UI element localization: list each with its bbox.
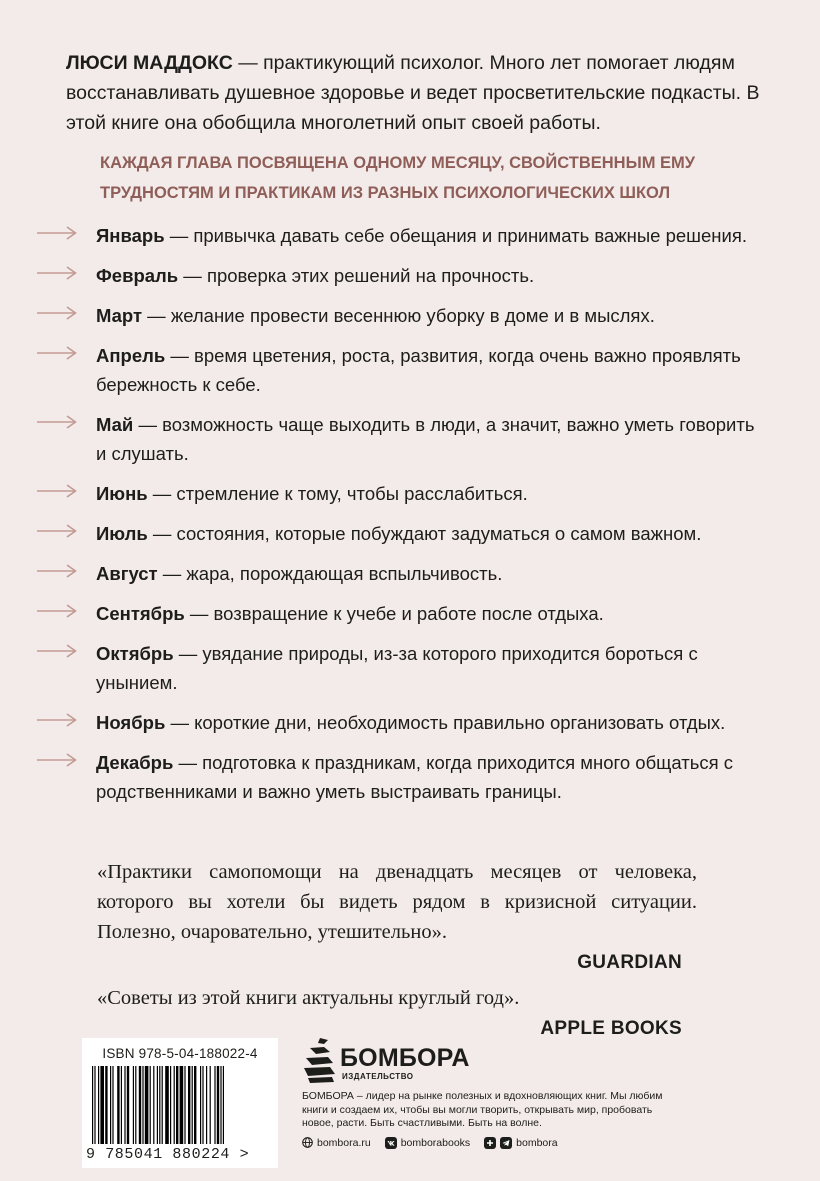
barcode-bar [135,1066,136,1144]
month-item [0,301,760,330]
barcode-bar [124,1066,125,1144]
social-links [302,1137,682,1149]
barcode-bar [214,1066,215,1144]
arrow-right-icon [36,345,78,361]
month-list [0,221,820,817]
month-description: — короткие дни, необходимость правильно организовать отдых. [165,712,726,733]
social-website[interactable] [302,1137,371,1149]
barcode-bar [112,1066,113,1144]
barcode-bar [92,1066,93,1144]
barcode-bar [176,1066,178,1144]
arrow-right-icon [36,265,78,281]
author-bio: — практикующий психолог. Много лет помогает людям восстанавливать душевное здоровье и ведет просветительские подкасты. В этой книге она обобщила многолетний опыт своей работы. [66,52,760,134]
barcode-image [92,1066,268,1146]
month-description: — проверка этих решений на прочность. [178,265,535,286]
publisher-name: БОМБОРА [340,1044,470,1072]
month-name: Апрель [96,345,166,366]
barcode-bar [121,1066,122,1144]
month-item [0,559,760,588]
isbn-label: ISBN 978-5-04-188022-4 [102,1046,258,1061]
month-description: — возвращение к учебе и работе после отдыха. [184,603,604,624]
publisher-block [302,1036,682,1149]
month-name: Июнь [96,483,148,504]
quote-apple-books: «Советы из этой книги актуальны круглый год». [97,987,520,1009]
publisher-logo [302,1036,682,1086]
telegram-icon [500,1137,512,1149]
quote-guardian: «Практики самопомощи на двенадцать месяцев от человека, которого вы хотели бы видеть рядом в кризисной ситуации. Полезно, очаровательно, утешительно». [97,861,697,943]
month-item [0,748,760,806]
barcode-bar [162,1066,163,1144]
month-description: — жара, порождающая вспыльчивость. [157,563,503,584]
quote-source-apple-books: APPLE BOOKS [540,1018,682,1039]
barcode-bar [220,1066,221,1144]
month-description: — время цветения, роста, развития, когда очень важно проявлять бережность к себе. [96,345,741,395]
month-name: Январь [96,225,165,246]
author-name: ЛЮСИ МАДДОКС [66,52,233,74]
barcode-bar [170,1066,171,1144]
barcode-bar [200,1066,201,1144]
publisher-subtitle: ИЗДАТЕЛЬСТВО [342,1072,414,1081]
barcode-bar [188,1066,190,1144]
highlight-heading [100,148,740,208]
bombora-logo-icon [302,1036,336,1084]
month-name: Октябрь [96,643,174,664]
month-name: Ноябрь [96,712,166,733]
barcode-bar [150,1066,151,1144]
vk-icon [385,1137,397,1149]
month-item [0,410,760,468]
month-item [0,261,760,290]
isbn-number: 9 785041 880224 > [86,1146,250,1163]
barcode-bar [202,1066,203,1144]
barcode-bar [142,1066,143,1144]
barcode-bar [206,1066,207,1144]
month-description: — состояния, которые побуждают задуматься о самом важном. [147,523,702,544]
barcode-bar [165,1066,169,1144]
month-name: Июль [96,523,148,544]
arrow-right-icon [36,643,78,659]
barcode-bar [194,1066,196,1144]
month-item [0,599,760,628]
barcode-panel [82,1038,278,1168]
arrow-right-icon [36,712,78,728]
plus-icon [484,1137,496,1149]
month-name: Август [96,563,158,584]
social-vk[interactable] [385,1137,470,1149]
month-item [0,479,760,508]
month-item [0,519,760,548]
social-messengers-label: bombora [516,1136,558,1149]
barcode-bar [210,1066,211,1144]
arrow-right-icon [36,225,78,241]
barcode-bar [153,1066,154,1144]
arrow-right-icon [36,305,78,321]
publisher-description: БОМБОРА – лидер на рынке полезных и вдохновляющих книг. Мы любим книги и создаем их, чтобы вы могли творить, открывать мир, пробовать новое, расти. Быть счастливыми. Быть на волне. [302,1090,663,1129]
barcode-bar [180,1066,184,1144]
month-item [0,221,760,250]
month-description: — желание провести весеннюю уборку в доме и в мыслях. [142,305,655,326]
barcode-bar [157,1066,158,1144]
barcode-bar [223,1066,224,1144]
barcode-bar [127,1066,129,1144]
quote-source-guardian: GUARDIAN [577,952,682,973]
barcode-bar [94,1066,95,1144]
month-name: Май [96,414,134,435]
month-item [0,341,760,399]
social-messengers[interactable] [484,1137,557,1149]
barcode-bar [145,1066,149,1144]
barcode-bar [100,1066,104,1144]
arrow-right-icon [36,414,78,430]
author-intro [66,48,766,138]
highlight-line-1: КАЖДАЯ ГЛАВА ПОСВЯЩЕНА ОДНОМУ МЕСЯЦУ, СВОЙСТВЕННЫМ ЕМУ [100,154,696,172]
month-description: — привычка давать себе обещания и принимать важные решения. [164,225,748,246]
arrow-right-icon [36,523,78,539]
month-name: Март [96,305,143,326]
month-name: Сентябрь [96,603,185,624]
month-name: Декабрь [96,752,174,773]
month-item [0,708,760,737]
barcode-bar [192,1066,193,1144]
barcode-bar [159,1066,160,1144]
globe-icon [302,1137,313,1148]
social-vk-label: bomborabooks [400,1136,471,1149]
month-description: — подготовка к праздникам, когда приходится много общаться с родственниками и важно уметь выстраивать границы. [96,752,734,802]
barcode-bar [117,1066,119,1144]
month-description: — стремление к тому, чтобы расслабиться. [147,483,528,504]
barcode-bar [139,1066,141,1144]
barcode-bar [98,1066,99,1144]
barcode-bar [133,1066,134,1144]
social-website-label: bombora.ru [317,1136,371,1149]
barcode-bar [174,1066,175,1144]
barcode-bar [184,1066,185,1144]
barcode-bar [105,1066,107,1144]
arrow-right-icon [36,563,78,579]
barcode-bar [217,1066,219,1144]
arrow-right-icon [36,483,78,499]
month-item [0,639,760,697]
arrow-right-icon [36,752,78,768]
month-description: — возможность чаще выходить в люди, а значит, важно уметь говорить и слушать. [96,414,755,464]
month-name: Февраль [96,265,179,286]
barcode-bar [110,1066,111,1144]
arrow-right-icon [36,603,78,619]
month-description: — увядание природы, из-за которого приходится бороться с унынием. [96,643,698,693]
highlight-line-2: ТРУДНОСТЯМ И ПРАКТИКАМ ИЗ РАЗНЫХ ПСИХОЛОГИЧЕСКИХ ШКОЛ [100,184,671,202]
